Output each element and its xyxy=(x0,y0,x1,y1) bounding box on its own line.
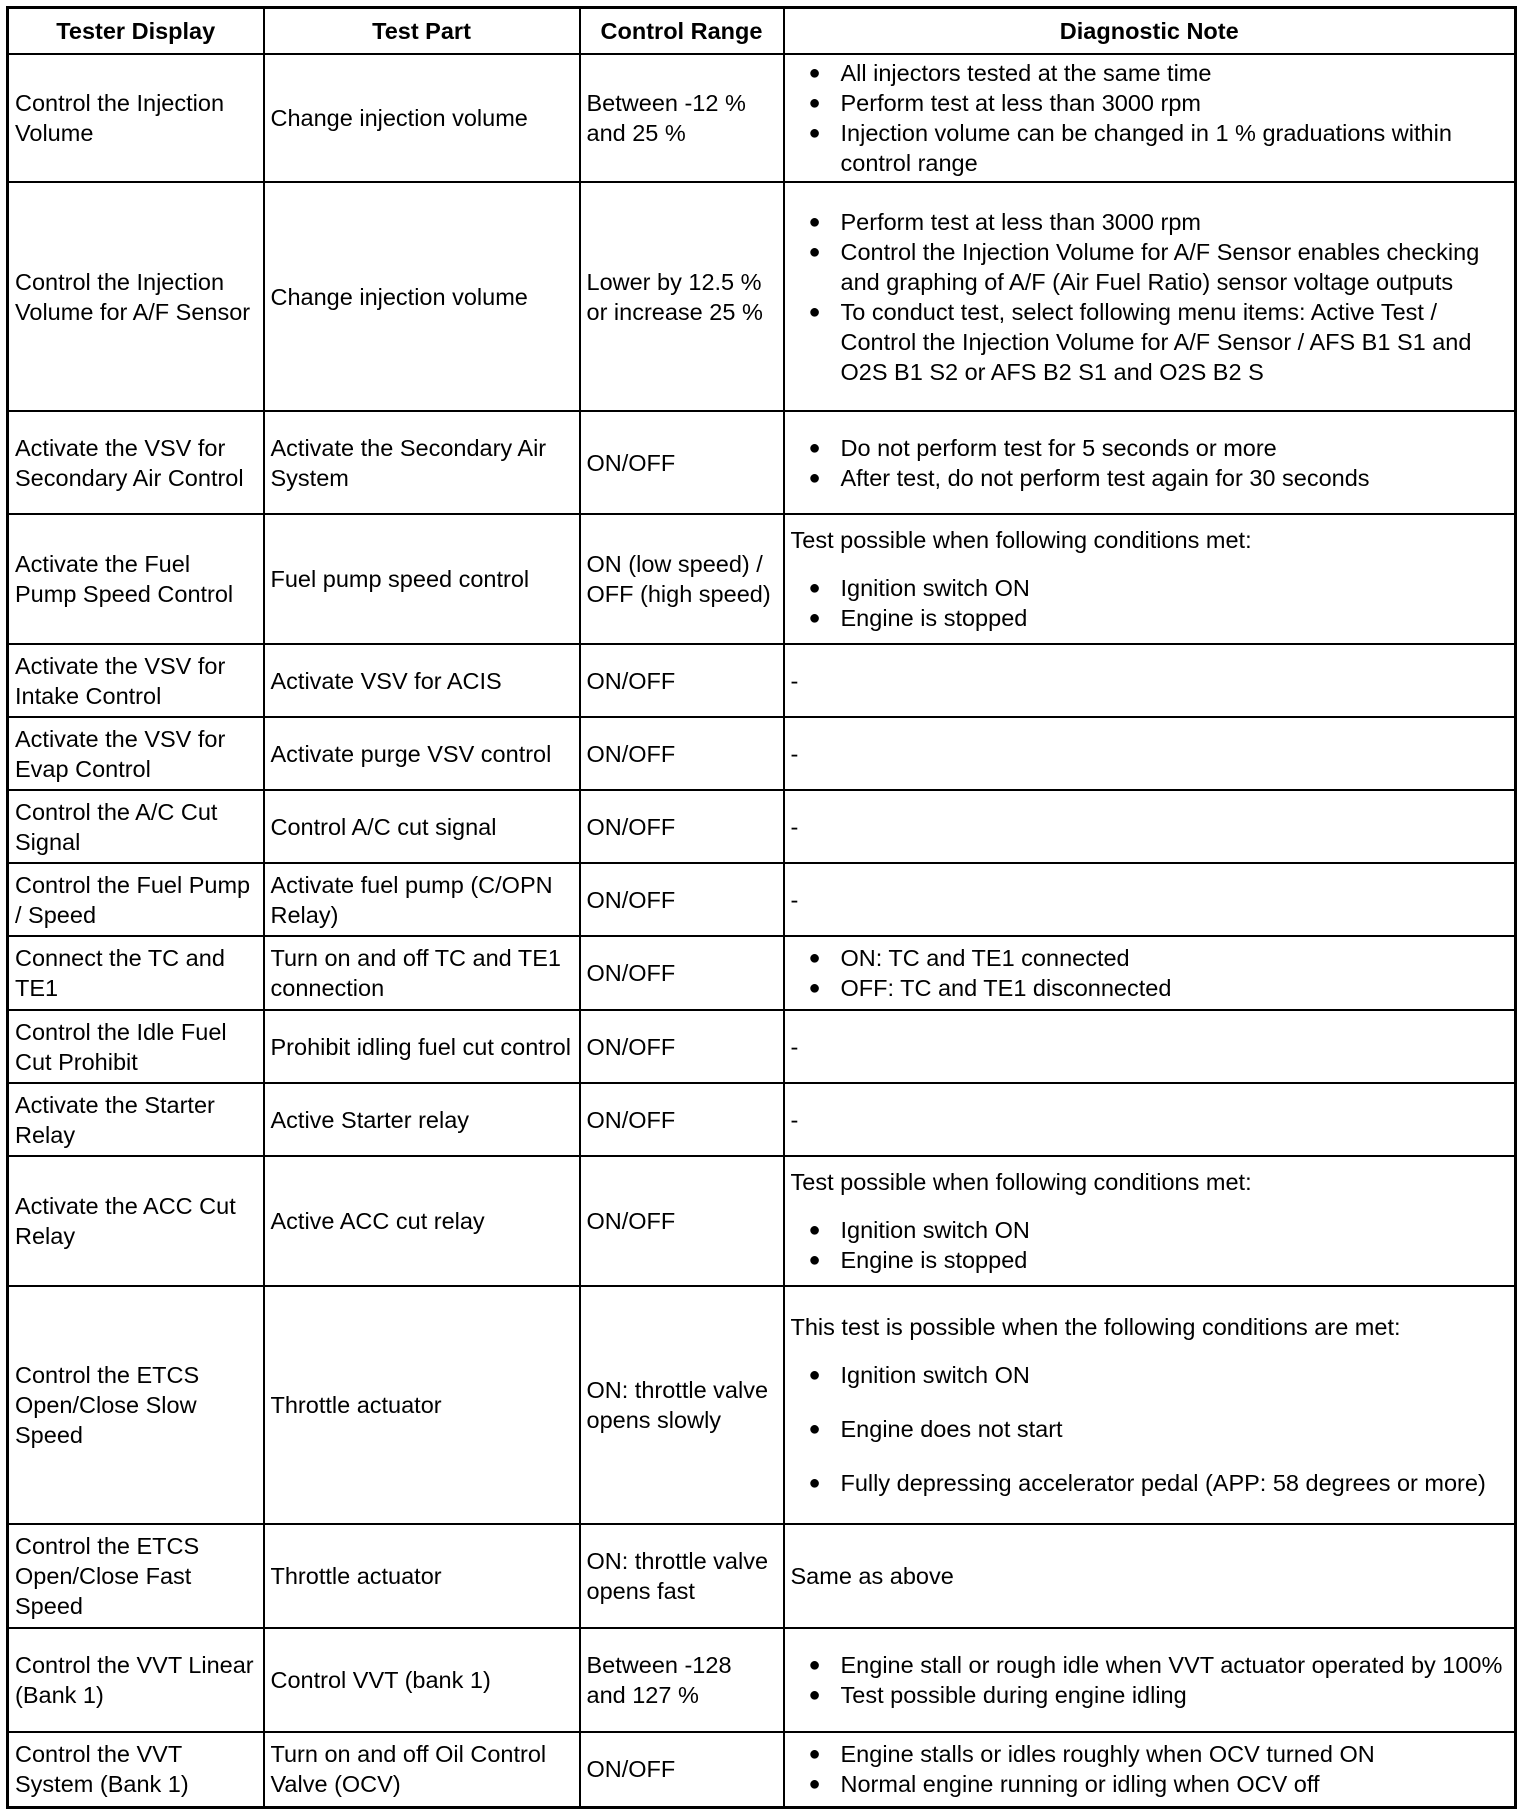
cell-test-part: Control VVT (bank 1) xyxy=(264,1628,580,1732)
cell-control-range: ON/OFF xyxy=(580,1010,784,1083)
note-bullet-list xyxy=(791,207,1509,387)
cell-tester-display: Activate the Fuel Pump Speed Control xyxy=(8,514,264,644)
table-row xyxy=(8,54,1516,182)
cell-tester-display: Control the Injection Volume xyxy=(8,54,264,182)
note-bullet: ● Engine is stopped xyxy=(791,603,1509,633)
cell-diagnostic-note xyxy=(784,1286,1516,1524)
cell-control-range: ON: throttle valve opens slowly xyxy=(580,1286,784,1524)
cell-test-part: Activate fuel pump (C/OPN Relay) xyxy=(264,863,580,936)
cell-tester-display: Control the VVT Linear (Bank 1) xyxy=(8,1628,264,1732)
cell-diagnostic-note: - xyxy=(784,1083,1516,1156)
table-row xyxy=(8,1732,1516,1807)
note-bullet-list xyxy=(791,573,1509,633)
header-control-range: Control Range xyxy=(580,8,784,55)
cell-test-part: Turn on and off TC and TE1 connection xyxy=(264,936,580,1010)
note-bullet-list xyxy=(791,1739,1509,1799)
cell-control-range: ON/OFF xyxy=(580,1083,784,1156)
cell-tester-display: Control the ETCS Open/Close Slow Speed xyxy=(8,1286,264,1524)
cell-diagnostic-note xyxy=(784,54,1516,182)
cell-control-range: ON/OFF xyxy=(580,790,784,863)
cell-control-range: ON/OFF xyxy=(580,863,784,936)
cell-control-range: ON/OFF xyxy=(580,936,784,1010)
cell-test-part: Active Starter relay xyxy=(264,1083,580,1156)
header-row xyxy=(8,8,1516,55)
cell-control-range: ON/OFF xyxy=(580,644,784,717)
cell-control-range: ON: throttle valve opens fast xyxy=(580,1524,784,1628)
cell-test-part: Turn on and off Oil Control Valve (OCV) xyxy=(264,1732,580,1807)
note-bullet: ● ON: TC and TE1 connected xyxy=(791,943,1509,973)
note-intro: Test possible when following conditions met: xyxy=(790,527,1252,553)
note-bullet: ● Fully depressing accelerator pedal (APP: 58 degrees or more) xyxy=(791,1468,1509,1498)
header-test-part: Test Part xyxy=(264,8,580,55)
table-row xyxy=(8,182,1516,411)
note-bullet: ● All injectors tested at the same time xyxy=(791,58,1509,88)
cell-tester-display: Activate the Starter Relay xyxy=(8,1083,264,1156)
cell-tester-display: Activate the VSV for Intake Control xyxy=(8,644,264,717)
note-intro: Test possible when following conditions met: xyxy=(790,1169,1252,1195)
cell-control-range: ON/OFF xyxy=(580,717,784,790)
cell-diagnostic-note xyxy=(784,1156,1516,1286)
header-tester-display: Tester Display xyxy=(8,8,264,55)
table-row xyxy=(8,1286,1516,1524)
cell-tester-display: Control the Injection Volume for A/F Sensor xyxy=(8,182,264,411)
cell-test-part: Control A/C cut signal xyxy=(264,790,580,863)
cell-test-part: Activate VSV for ACIS xyxy=(264,644,580,717)
cell-control-range: Between -128 and 127 % xyxy=(580,1628,784,1732)
cell-diagnostic-note: Same as above xyxy=(784,1524,1516,1628)
cell-diagnostic-note: - xyxy=(784,863,1516,936)
cell-diagnostic-note: - xyxy=(784,790,1516,863)
note-bullet: ● Engine is stopped xyxy=(791,1245,1509,1275)
table-row xyxy=(8,863,1516,936)
note-bullet: ● Perform test at less than 3000 rpm xyxy=(791,207,1509,237)
cell-tester-display: Control the A/C Cut Signal xyxy=(8,790,264,863)
note-bullet-list xyxy=(791,943,1509,1003)
cell-diagnostic-note: - xyxy=(784,717,1516,790)
note-bullet: ● To conduct test, select following menu items: Active Test / Control the Injection Volume for A/F Sensor / AFS B1 S1 and O2S B1 S2 or AFS B2 S1 and O2S B2 S xyxy=(791,297,1509,387)
cell-control-range: Between -12 % and 25 % xyxy=(580,54,784,182)
note-bullet-list xyxy=(791,58,1509,178)
table-row xyxy=(8,717,1516,790)
note-bullet: ● Ignition switch ON xyxy=(791,1215,1509,1245)
table-row xyxy=(8,514,1516,644)
table-row xyxy=(8,1156,1516,1286)
note-bullet: ● Do not perform test for 5 seconds or more xyxy=(791,433,1509,463)
cell-test-part: Activate purge VSV control xyxy=(264,717,580,790)
cell-test-part: Active ACC cut relay xyxy=(264,1156,580,1286)
note-bullet-list xyxy=(791,1360,1509,1498)
cell-diagnostic-note xyxy=(784,411,1516,514)
table-row xyxy=(8,411,1516,514)
note-bullet: ● Engine stalls or idles roughly when OCV turned ON xyxy=(791,1739,1509,1769)
note-bullet: ● Perform test at less than 3000 rpm xyxy=(791,88,1509,118)
cell-control-range: ON/OFF xyxy=(580,411,784,514)
note-bullet-list xyxy=(791,433,1509,493)
note-bullet: ● Engine does not start xyxy=(791,1414,1509,1444)
cell-tester-display: Control the ETCS Open/Close Fast Speed xyxy=(8,1524,264,1628)
table-row xyxy=(8,1524,1516,1628)
table-row xyxy=(8,936,1516,1010)
cell-test-part: Change injection volume xyxy=(264,54,580,182)
cell-test-part: Fuel pump speed control xyxy=(264,514,580,644)
note-bullet: ● Test possible during engine idling xyxy=(791,1680,1509,1710)
header-diagnostic-note: Diagnostic Note xyxy=(784,8,1516,55)
cell-tester-display: Activate the VSV for Secondary Air Control xyxy=(8,411,264,514)
table-row xyxy=(8,1083,1516,1156)
cell-control-range: ON (low speed) / OFF (high speed) xyxy=(580,514,784,644)
cell-tester-display: Activate the ACC Cut Relay xyxy=(8,1156,264,1286)
cell-diagnostic-note xyxy=(784,514,1516,644)
cell-test-part: Throttle actuator xyxy=(264,1286,580,1524)
cell-test-part: Prohibit idling fuel cut control xyxy=(264,1010,580,1083)
cell-test-part: Change injection volume xyxy=(264,182,580,411)
table-row xyxy=(8,1628,1516,1732)
cell-diagnostic-note xyxy=(784,1732,1516,1807)
note-bullet-list xyxy=(791,1215,1509,1275)
table-row xyxy=(8,790,1516,863)
cell-control-range: ON/OFF xyxy=(580,1732,784,1807)
cell-diagnostic-note xyxy=(784,936,1516,1010)
cell-diagnostic-note xyxy=(784,1628,1516,1732)
note-bullet: ● Engine stall or rough idle when VVT actuator operated by 100% xyxy=(791,1650,1509,1680)
cell-tester-display: Control the Fuel Pump / Speed xyxy=(8,863,264,936)
note-bullet: ● Normal engine running or idling when OCV off xyxy=(791,1769,1509,1799)
table-row xyxy=(8,644,1516,717)
cell-diagnostic-note: - xyxy=(784,644,1516,717)
cell-control-range: Lower by 12.5 % or increase 25 % xyxy=(580,182,784,411)
active-test-table xyxy=(6,6,1517,1809)
note-bullet: ● Ignition switch ON xyxy=(791,1360,1509,1390)
note-bullet: ● OFF: TC and TE1 disconnected xyxy=(791,973,1509,1003)
table-row xyxy=(8,1010,1516,1083)
note-bullet-list xyxy=(791,1650,1509,1710)
note-bullet: ● After test, do not perform test again for 30 seconds xyxy=(791,463,1509,493)
cell-test-part: Activate the Secondary Air System xyxy=(264,411,580,514)
cell-diagnostic-note: - xyxy=(784,1010,1516,1083)
note-intro: This test is possible when the following conditions are met: xyxy=(790,1314,1401,1340)
cell-diagnostic-note xyxy=(784,182,1516,411)
cell-tester-display: Connect the TC and TE1 xyxy=(8,936,264,1010)
cell-tester-display: Control the Idle Fuel Cut Prohibit xyxy=(8,1010,264,1083)
cell-test-part: Throttle actuator xyxy=(264,1524,580,1628)
note-bullet: ● Injection volume can be changed in 1 % graduations within control range xyxy=(791,118,1509,178)
note-bullet: ● Ignition switch ON xyxy=(791,573,1509,603)
cell-tester-display: Control the VVT System (Bank 1) xyxy=(8,1732,264,1807)
cell-control-range: ON/OFF xyxy=(580,1156,784,1286)
cell-tester-display: Activate the VSV for Evap Control xyxy=(8,717,264,790)
note-bullet: ● Control the Injection Volume for A/F Sensor enables checking and graphing of A/F (Air Fuel Ratio) sensor voltage outputs xyxy=(791,237,1509,297)
